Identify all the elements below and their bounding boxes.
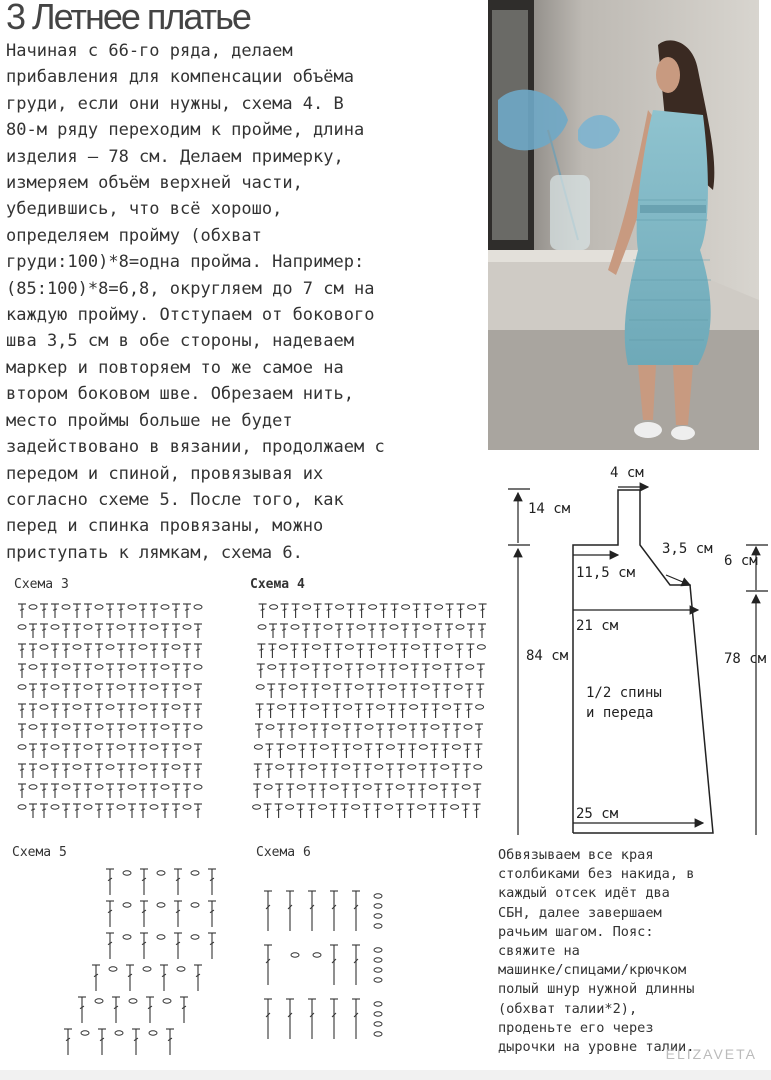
scheme-4-label: Схема 4 [250,577,305,592]
dim-shoulder-width: 11,5 см [576,565,636,581]
dim-chest-width: 21 см [576,618,619,634]
finishing-instructions: Обвязываем все края столбиками без накида, в каждый отсек идёт два СБН, далее завершаем рачьим шагом. Пояс: свяжите на машинке/спицами/крючком полый шнур нужной длинны (обхват талии*2), проденьте его через дырочки на уровне талии. [498,847,695,1056]
dim-top-width: 4 см [610,465,644,481]
piece-label-2: и переда [586,705,654,721]
stitch-grid [253,604,487,818]
intro-paragraph: Начиная с 66-го ряда, делаем прибавления для компенсации объёма груди, если они нужны, схема 4. В 80-м ряду переходим к пройме, длина изделия – 78 см. Делаем примерку, измеряем объём верхней части, убедившись, что всё хорошо, определяем пройму (обхват груди:100)*8=одна пройма. Например: (85:100)*8=6,8, округляем до 7 см на каждую пройму. Отступаем от бокового шва 3,5 см в обе стороны, надеваем маркер и повторяем то же самое на втором боковом шве. Обрезаем нить, место проймы больше не будет задействовано в вязании, продолжаем с передом и спиной, провязывая их согласно схеме 5. После того, как перед и спинка провязаны, можно приступать к лямкам, схема 6. [6,41,385,563]
title-number: 3 [6,0,25,37]
stitch-grid [18,604,202,818]
page-title [6,0,250,38]
pattern-diagram [498,455,771,845]
stitch-grid [64,869,216,1055]
title-text: Летнее платье [32,0,250,37]
dim-strap-height: 14 см [528,501,571,517]
dim-armhole-height: 6 см [724,553,758,569]
scheme-5-chart [30,865,230,1065]
piece-label-1: 1/2 спины [586,685,662,701]
dim-armhole-width: 3,5 см [662,541,713,557]
scheme-5-label: Схема 5 [12,845,67,860]
scheme-6-chart [258,885,388,1045]
scheme-6-label: Схема 6 [256,845,311,860]
dim-hem-width: 25 см [576,806,619,822]
scheme-3-label: Схема 3 [14,577,69,592]
scheme-3-chart [14,598,214,830]
dim-total-length: 84 см [526,648,569,664]
scheme-4-chart [248,598,496,830]
stitch-grid [264,891,382,1039]
watermark: ELIZAVETA [665,1046,757,1062]
bottom-bar [0,1070,771,1080]
dim-body-length: 78 см [724,651,767,667]
dress-photo [488,0,759,450]
